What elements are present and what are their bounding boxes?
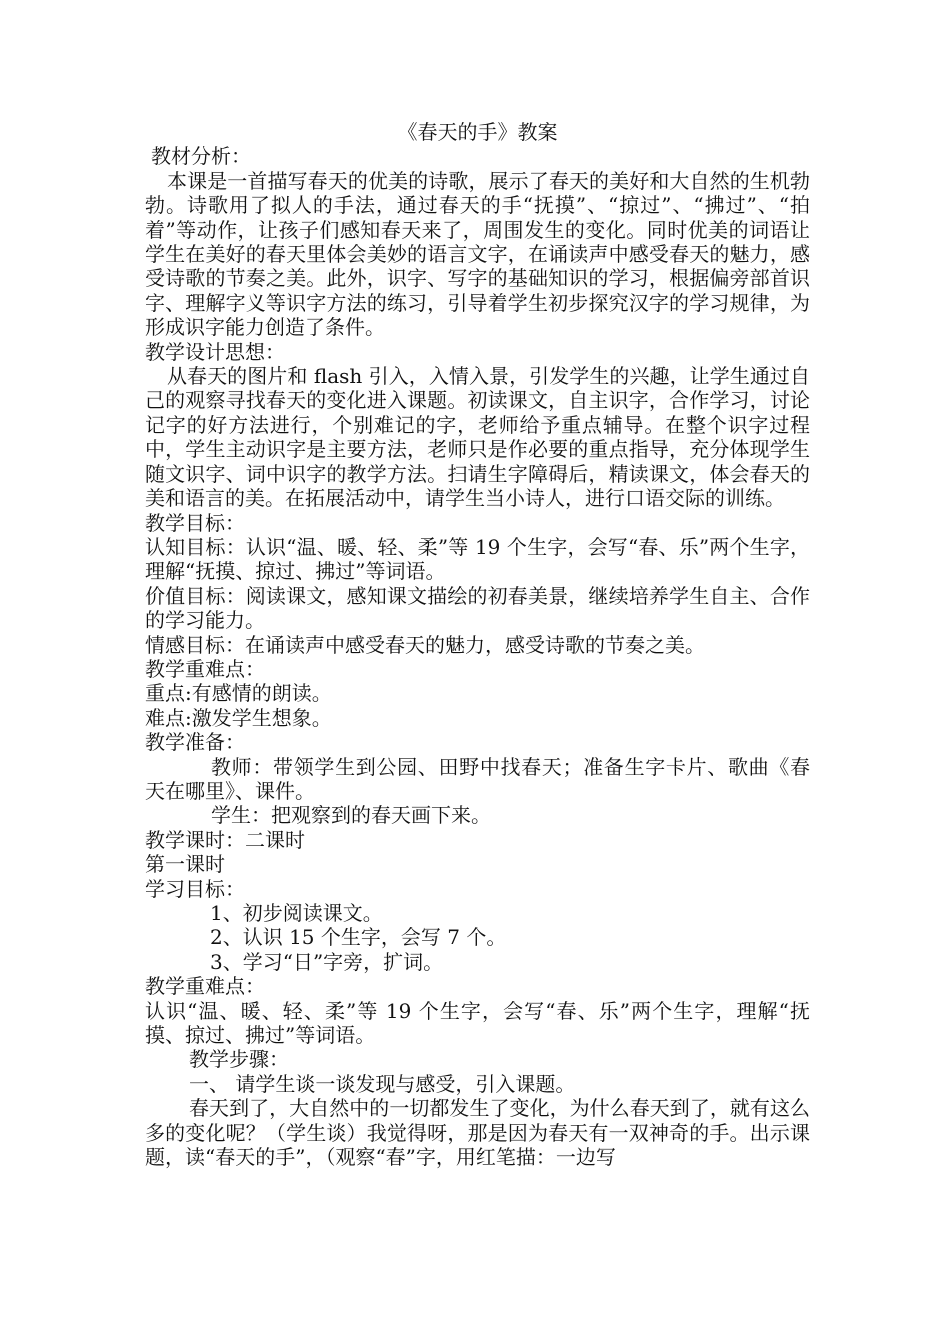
heading-teaching-goals: 教学目标：: [145, 510, 245, 535]
key-difficulty: 难点:激发学生想象。: [145, 705, 332, 730]
goal-value: 价值目标：阅读课文，感知课文描绘的初春美景，继续培养学生自主、合作的学习能力。: [145, 583, 810, 633]
paragraph-step-one: 春天到了，大自然中的一切都发生了变化，为什么春天到了，就有这么多的变化呢？（学生谈）我觉得呀，那是因为春天有一双神奇的手。出示课题，读“春天的手”，（观察“春”字，用红笔描：一边写: [145, 1096, 810, 1170]
heading-key-points: 教学重难点：: [145, 656, 265, 681]
key-focus: 重点:有感情的朗读。: [145, 681, 332, 706]
document-page: [145, 120, 810, 1169]
heading-key-points-2: 教学重难点：: [145, 974, 265, 999]
study-goal-item: 2、认识 15 个生字，会写 7 个。: [210, 925, 507, 950]
document-title: 《春天的手》教案: [397, 120, 558, 144]
lesson-hours: 教学课时：二课时: [145, 827, 305, 852]
paragraph-material-analysis: 本课是一首描写春天的优美的诗歌，展示了春天的美好和大自然的生机勃勃。诗歌用了拟人的手法，通过春天的手“抚摸”、“掠过”、“拂过”、“拍着”等动作，让孩子们感知春天来了，周围发生的变化。同时优美的词语让学生在美好的春天里体会美妙的语言文字，在诵读声中感受春天的魅力，感受诗歌的节奏之美。此外，识字、写字的基础知识的学习，根据偏旁部首识字、理解字义等识字方法的练习，引导着学生初步探究汉字的学习规律，为形成识字能力创造了条件。: [145, 168, 810, 340]
study-goal-item: 3、学习“日”字旁，扩词。: [210, 949, 444, 974]
goal-cognitive: 认知目标：认识“温、暖、轻、柔”等 19 个生字，会写“春、乐”两个生字，理解“抚摸、掠过、拂过”等词语。: [145, 534, 810, 584]
first-lesson: 第一课时: [145, 852, 225, 877]
step-one: 一、 请学生谈一谈发现与感受，引入课题。: [189, 1071, 576, 1096]
paragraph-design-idea: 从春天的图片和 flash 引入，入情入景，引发学生的兴趣，让学生通过自己的观察寻找春天的变化进入课题。初读课文，自主识字，合作学习，讨论记字的好方法进行，个别难记的字，老师给予重点辅导。在整个识字过程中，学生主动识字是主要方法，老师只是作必要的重点指导，充分体现学生随文识字、词中识字的教学方法。扫请生字障碍后，精读课文，体会春天的美和语言的美。在拓展活动中，请学生当小诗人，进行口语交际的训练。: [145, 364, 810, 511]
heading-preparation: 教学准备：: [145, 730, 245, 755]
goal-emotion: 情感目标：在诵读声中感受春天的魅力，感受诗歌的节奏之美。: [145, 632, 705, 657]
prep-student: 学生：把观察到的春天画下来。: [211, 803, 491, 828]
heading-material-analysis: 教材分析：: [151, 144, 251, 169]
prep-teacher: 教师：带领学生到公园、田野中找春天；准备生字卡片、歌曲《春天在哪里》、课件。: [145, 754, 810, 803]
heading-study-goals: 学习目标：: [145, 876, 245, 901]
study-goal-item: 1、初步阅读课文。: [210, 901, 383, 925]
heading-design-idea: 教学设计思想：: [145, 339, 285, 364]
paragraph-key-points-2: 认识“温、暖、轻、柔”等 19 个生字，会写“春、乐”两个生字，理解“抚摸、掠过、拂过”等词语。: [145, 998, 810, 1048]
heading-teaching-steps: 教学步骤：: [189, 1047, 289, 1072]
